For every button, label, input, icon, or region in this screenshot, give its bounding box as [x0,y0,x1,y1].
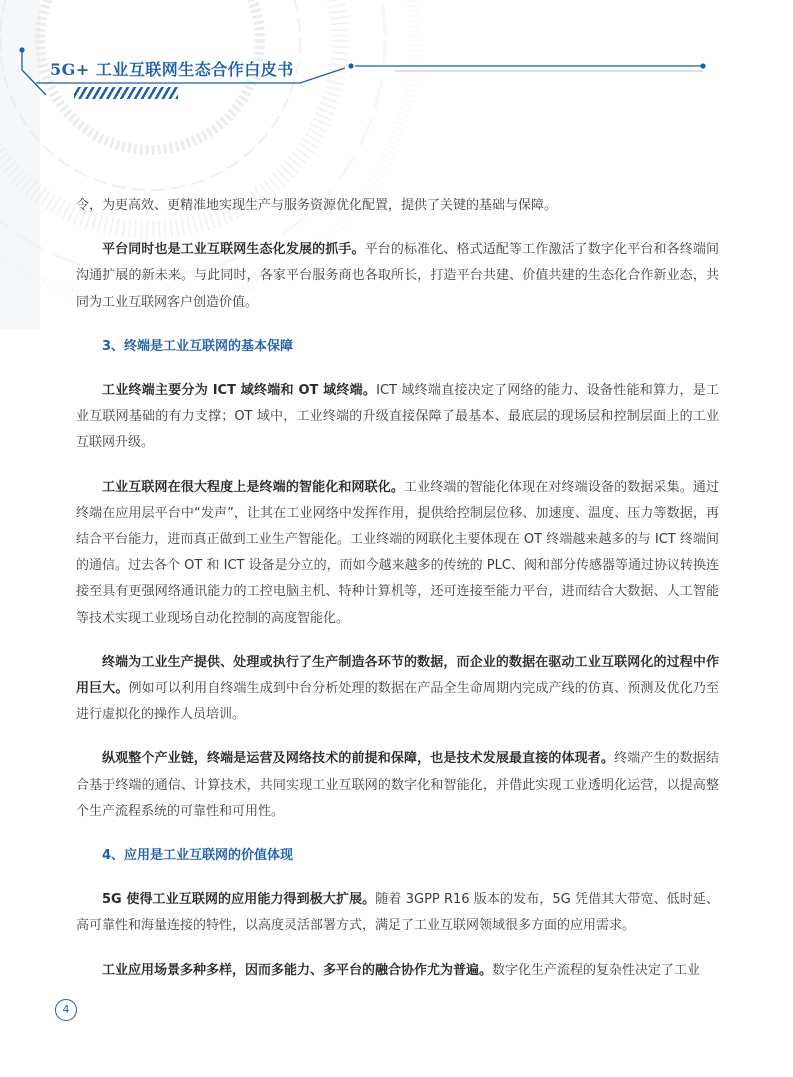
paragraph-lead: 纵观整个产业链，终端是运营及网络技术的前提和保障，也是技术发展最直接的体现者。 [102,751,615,767]
paragraph [76,887,719,939]
paragraph-text: 终端产生的数据结合基于终端的通信、计算技术，共同实现工业互联网的数字化和智能化，并借此实现工业透明化运营，以提高整个生产流程系统的可靠性和可用性。 [76,751,719,819]
paragraph-text: 工业终端的智能化体现在对终端设备的数据采集。通过终端在应用层平台中“发声”，让其在工业网络中发挥作用，提供给控制层位移、加速度、温度、压力等数据，再结合平台能力，进而真正做到工业生产智能化。工业终端的网联化主要体现在 OT 终端越来越多的与 ICT 终端间的通信。过去各个 OT 和 ICT 设备是分立的，而如今越来越多的传统的 PLC、阀和部分传感器等通过协议转换连接至具有更强网络通讯能力的工控电脑主机、特种计算机等，还可连接至能力平台，进而结合大数据、人工智能等技术实现工业现场自动化控制的高度智能化。 [76,479,719,626]
paragraph-lead: 工业终端主要分为 ICT 域终端和 OT 域终端。 [102,383,377,399]
paragraph-text: 例如可以利用自终端生成到中台分析处理的数据在产品全生命周期内完成产线的仿真、预测及优化乃至进行虚拟化的操作人员培训。 [76,681,719,723]
paragraph-text: 数字化生产流程的复杂性决定了工业 [492,962,701,978]
section-heading: 3、终端是工业互联网的基本保障 [102,338,294,354]
paragraph [76,650,719,729]
page-header [0,0,793,110]
paragraph-lead: 终端为工业生产提供、处理或执行了生产制造各环节的数据，而企业的数据在驱动工业互联网化的过程中作用巨大。 [76,654,719,697]
header-stripe-decoration [74,87,178,99]
paragraph [76,475,719,632]
paragraph-lead: 工业互联网在很大程度上是终端的智能化和网联化。 [102,479,404,495]
paragraph-text: 随着 3GPP R16 版本的发布，5G 凭借其大带宽、低时延、高可靠性和海量连接的特性，以高度灵活部署方式，满足了工业互联网领域很多方面的应用需求。 [76,892,719,934]
paragraph-lead: 5G 使得工业互联网的应用能力得到极大扩展。 [102,892,376,908]
section-heading: 4、应用是工业互联网的价值体现 [102,848,294,864]
document-body [76,193,719,984]
page-number: 4 [55,999,77,1021]
paragraph-text: ICT 域终端直接决定了网络的能力、设备性能和算力，是工业互联网基础的有力支撑；OT 域中，工业终端的升级直接保障了最基本、最底层的现场层和控制层面上的工业互联网升级。 [76,383,719,451]
paragraph [76,958,719,984]
document-title: 5G+ 工业互联网生态合作白皮书 [50,60,294,79]
paragraph [76,237,719,316]
paragraph [76,193,719,219]
paragraph-lead: 工业应用场景多种多样，因而多能力、多平台的融合协作尤为普遍。 [102,962,493,978]
paragraph [76,746,719,825]
paragraph [76,378,719,457]
paragraph-text: 令，为更高效、更精准地实现生产与服务资源优化配置，提供了关键的基础与保障。 [76,198,558,213]
paragraph-text: 平台的标准化、格式适配等工作激活了数字化平台和各终端间沟通扩展的新未来。与此同时，各家平台服务商也各取所长，打造平台共建、价值共建的生态化合作新业态，共同为工业互联网客户创造价值。 [76,242,719,310]
paragraph-lead: 平台同时也是工业互联网生态化发展的抓手。 [102,242,365,258]
